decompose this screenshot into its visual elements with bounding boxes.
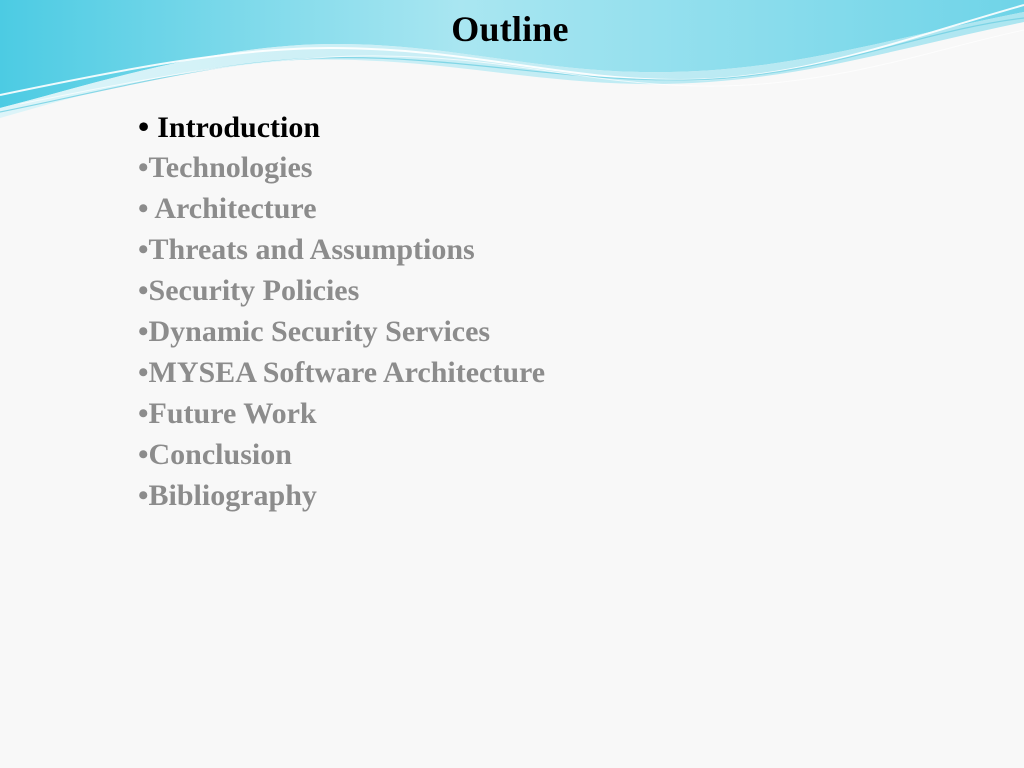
outline-item-label: Technologies	[148, 151, 313, 184]
outline-item-mysea-software-architecture	[138, 352, 545, 393]
outline-item-label: Bibliography	[148, 479, 317, 512]
outline-item-label: Security Policies	[148, 274, 360, 307]
outline-item-label: Threats and Assumptions	[148, 233, 475, 266]
outline-list	[138, 106, 545, 516]
outline-item-introduction	[138, 106, 545, 147]
outline-item-label: MYSEA Software Architecture	[148, 356, 546, 389]
outline-item-label: Dynamic Security Services	[148, 315, 491, 348]
outline-item-conclusion	[138, 434, 545, 475]
outline-item-threats-and-assumptions	[138, 229, 545, 270]
bullet: •	[138, 438, 149, 471]
bullet: •	[138, 479, 149, 512]
bullet: •	[138, 356, 149, 389]
bullet: •	[138, 315, 149, 348]
outline-item-bibliography	[138, 475, 545, 516]
outline-item-future-work	[138, 393, 545, 434]
slide-title: Outline	[451, 9, 569, 49]
outline-item-label: Introduction	[157, 111, 321, 144]
outline-item-label: Future Work	[148, 397, 317, 430]
bullet: •	[138, 151, 149, 184]
bullet: •	[138, 233, 149, 266]
outline-item-dynamic-security-services	[138, 311, 545, 352]
bullet: •	[138, 108, 158, 144]
outline-item-label: Architecture	[154, 192, 317, 225]
bullet: •	[138, 274, 149, 307]
bullet: •	[138, 397, 149, 430]
outline-item-architecture	[138, 188, 545, 229]
outline-item-security-policies	[138, 270, 545, 311]
outline-item-label: Conclusion	[148, 438, 292, 471]
outline-item-technologies	[138, 147, 545, 188]
bullet: •	[138, 192, 155, 225]
